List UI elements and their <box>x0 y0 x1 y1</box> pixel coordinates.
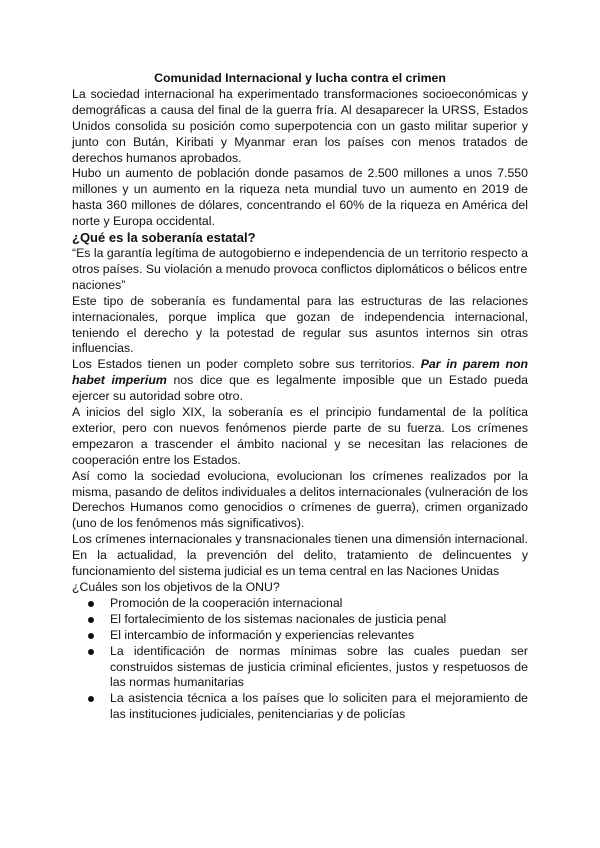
list-item <box>72 596 528 612</box>
list-item <box>72 628 528 644</box>
bullet-icon <box>88 601 94 607</box>
paragraph-siglo-xix: A inicios del siglo XIX, la soberanía es el principio fundamental de la política exterior, pero con nuevos fenómenos pierde parte de su fuerza. Los crímenes empezaron a trascender el ámbito nacional y se necesitan las relaciones de cooperación entre los Estados. <box>72 405 528 467</box>
document-title: Comunidad Internacional y lucha contra el crimen <box>154 71 446 85</box>
list-item <box>72 691 528 723</box>
paragraph-evolucion-crimenes: Así como la sociedad evoluciona, evolucionan los crímenes realizados por la misma, pasando de delitos individuales a delitos internacionales (vulneración de los Derechos Humanos como genocidios o crímenes de guerra), crimen organizado (uno de los fenómenos más significativos). <box>72 468 528 531</box>
bullet-icon <box>88 617 94 623</box>
bullet-icon <box>88 696 94 702</box>
paragraph-poder-estados <box>72 357 528 405</box>
objective-text: Promoción de la cooperación internacional <box>110 595 343 610</box>
paragraph-intro: La sociedad internacional ha experimentado transformaciones socioeconómicas y demográficas a causa del final de la guerra fría. Al desaparecer la URSS, Estados Unidos consolida su posición como superpotencia con un gasto militar superior y junto con Bután, Kiribati y Myanmar eran los países con menos tratados de derechos humanos aprobados. <box>72 86 528 165</box>
list-item <box>72 644 528 692</box>
heading-soberania: ¿Qué es la soberanía estatal? <box>72 230 256 246</box>
objective-text: La asistencia técnica a los países que lo soliciten para el mejoramiento de las instituciones judiciales, penitenciarias y de policías <box>110 691 528 722</box>
question-onu: ¿Cuáles son los objetivos de la ONU? <box>72 580 280 594</box>
bullet-icon <box>88 633 94 639</box>
paragraph-population: Hubo un aumento de población donde pasamos de 2.500 millones a unos 7.550 millones y un aumento en la riqueza neta mundial tuvo un aumento en 2019 de hasta 360 millones de dólares, concentrando el 60% de la riqueza en América del norte y Europa occidental. <box>72 166 528 229</box>
objective-text: El intercambio de información y experiencias relevantes <box>110 627 415 642</box>
paragraph-poder-end: nos dice que es legalmente imposible que un Estado pueda ejercer su autoridad sobre otro. <box>72 373 529 404</box>
objective-text: La identificación de normas mínimas sobre las cuales puedan ser construidos sistemas de justicia criminal eficientes, justos y respetuosos de las normas humanitarias <box>110 643 528 690</box>
objectives-list <box>72 596 528 723</box>
paragraph-naciones-unidas: En la actualidad, la prevención del delito, tratamiento de delincuentes y funcionamiento del sistema judicial es un tema central en las Naciones Unidas <box>72 548 528 579</box>
paragraph-crimenes-internacionales: Los crímenes internacionales y transnacionales tienen una dimensión internacional. <box>72 532 528 547</box>
paragraph-soberania-importance: Este tipo de soberanía es fundamental para las estructuras de las relaciones internacionales, porque implica que gozan de independencia internacional, teniendo el derecho y la potestad de regular sus asuntos internos sin otras influencias. <box>72 293 528 356</box>
document-page <box>72 71 528 723</box>
objective-text: El fortalecimiento de los sistemas nacionales de justicia penal <box>110 611 447 626</box>
quote-soberania: “Es la garantía legítima de autogobierno e independencia de un territorio respecto a otros países. Su violación a menudo provoca conflictos diplomáticos o bélicos entre naciones” <box>72 245 528 292</box>
bullet-icon <box>88 649 94 655</box>
list-item <box>72 612 528 628</box>
paragraph-poder-start: Los Estados tienen un poder completo sobre sus territorios. <box>72 357 421 372</box>
latin-phrase: Par in parem non habet imperium <box>72 357 528 388</box>
